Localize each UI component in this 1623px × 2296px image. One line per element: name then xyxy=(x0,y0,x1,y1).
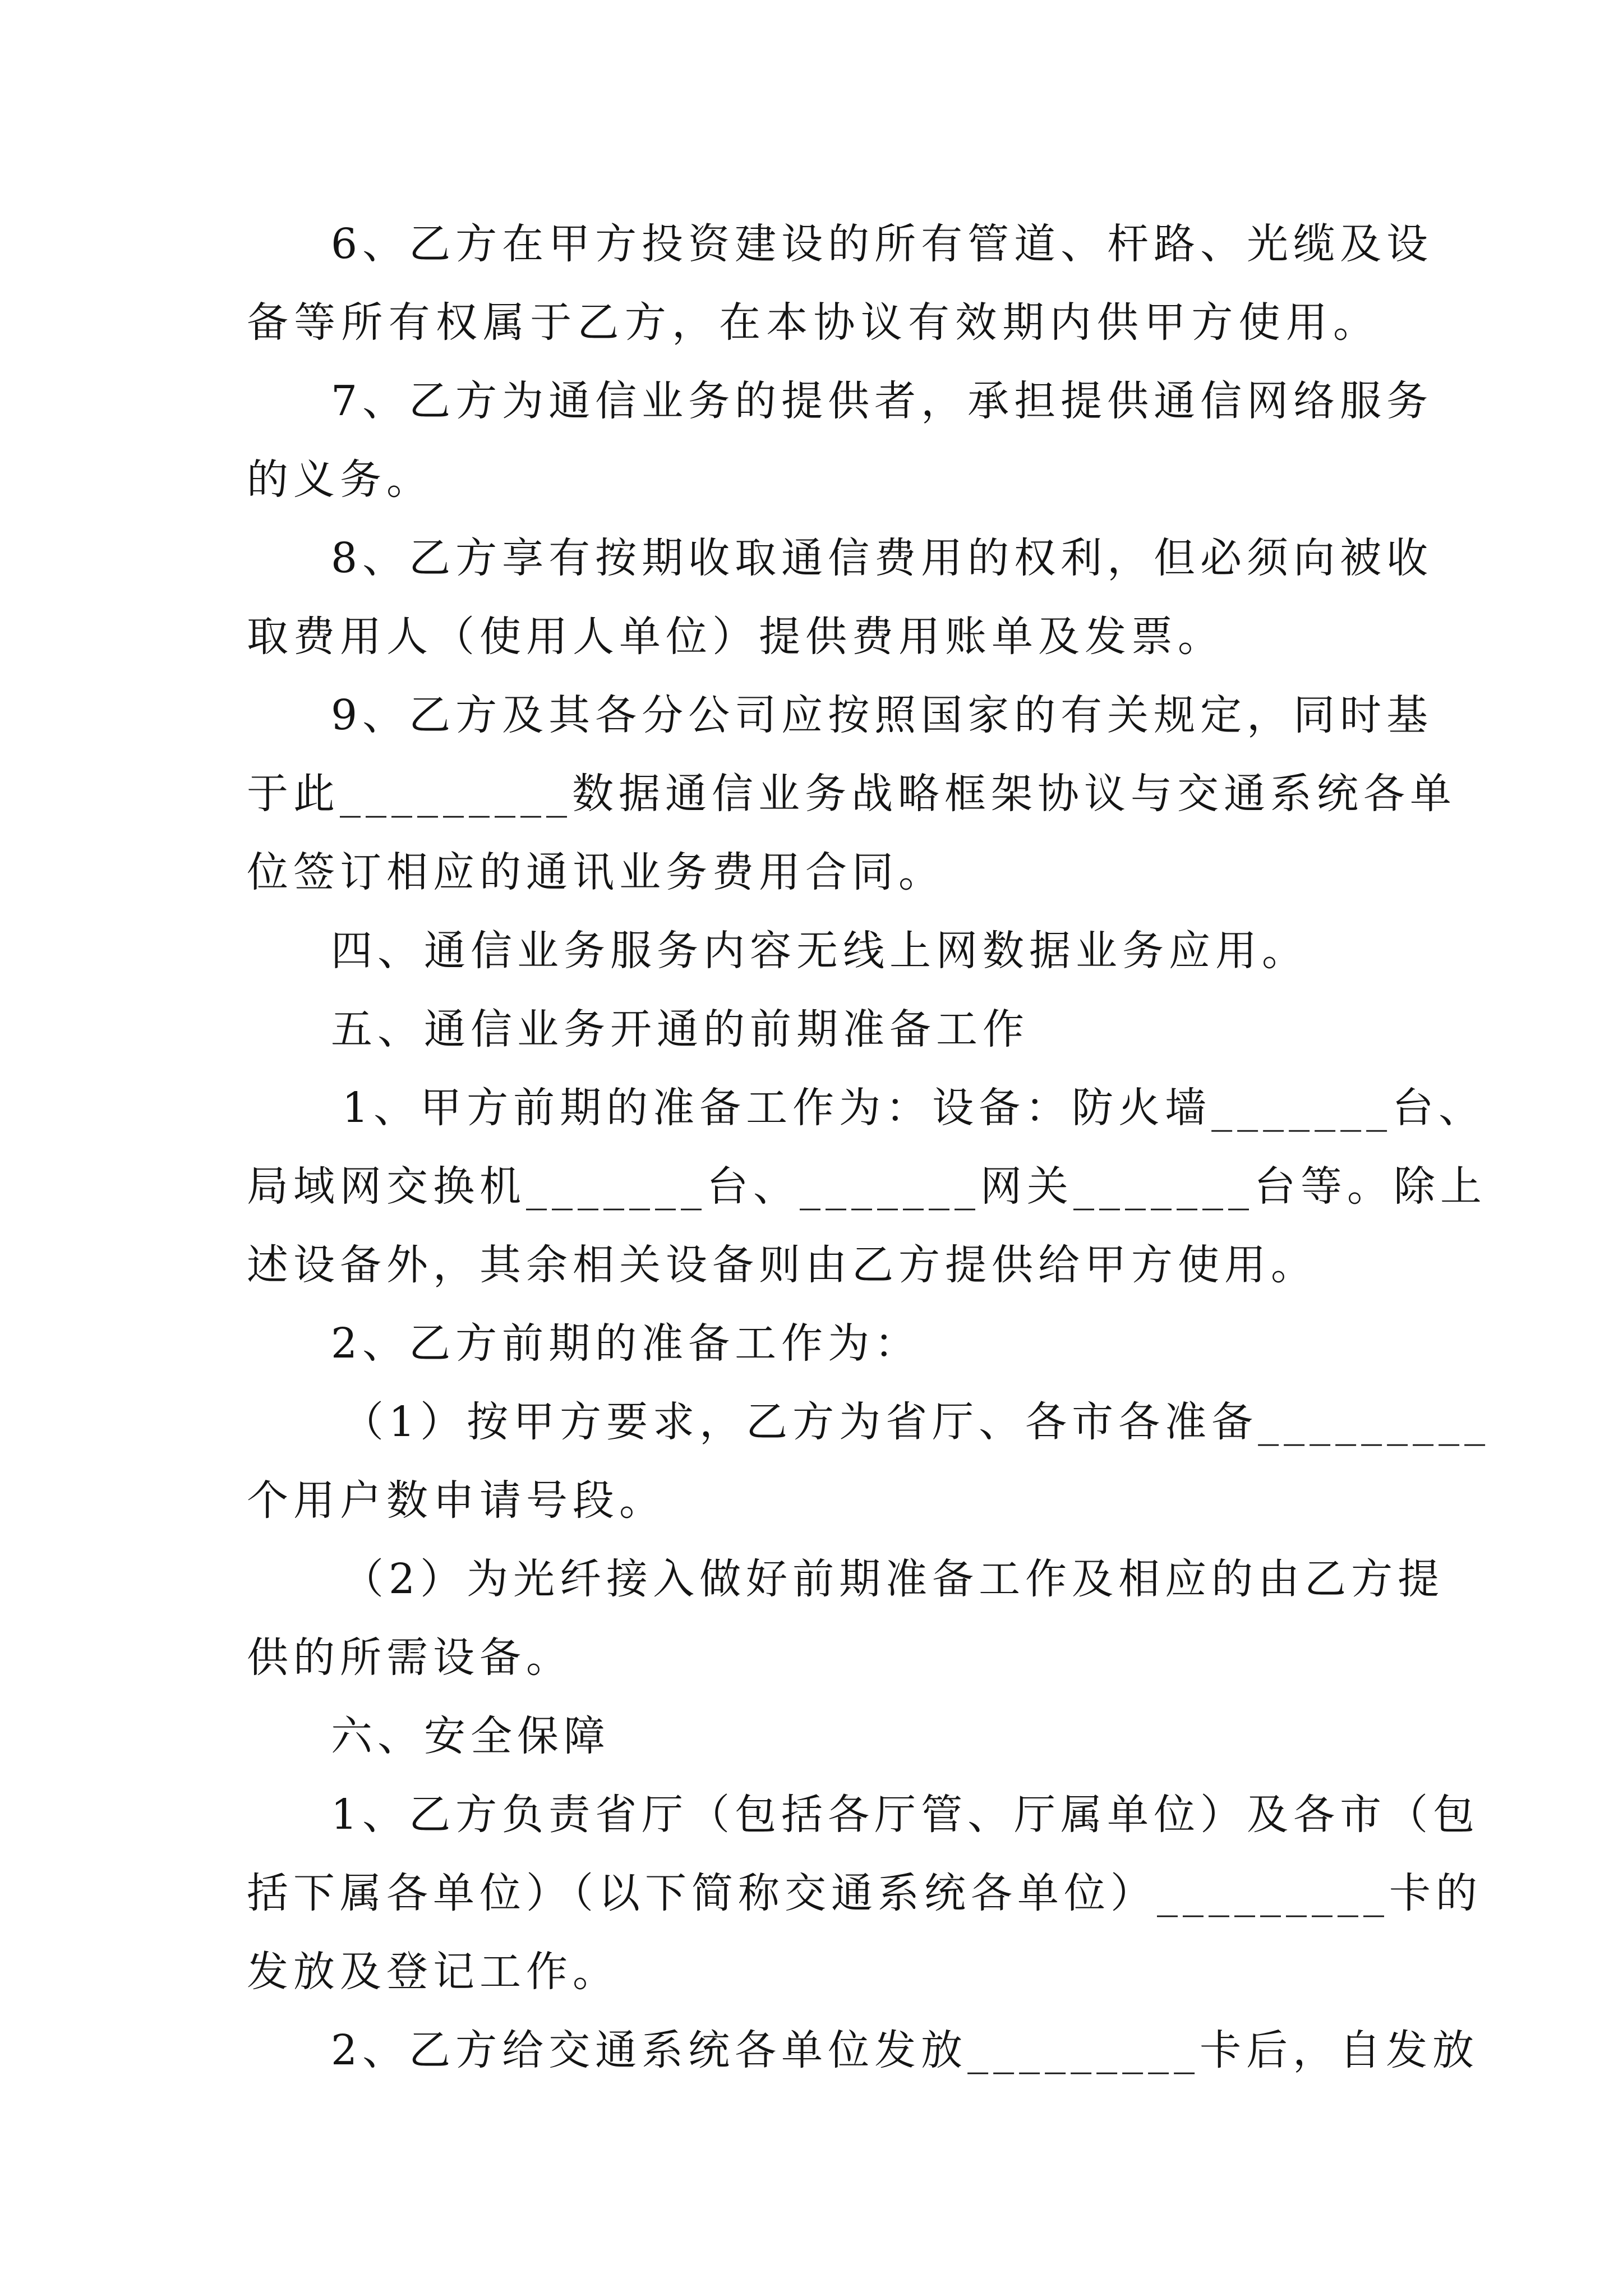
line-text: 供的所需设备。 xyxy=(247,1634,573,1682)
text-line xyxy=(247,1147,1487,1226)
text-line xyxy=(331,990,1380,1069)
line-text: （1）按甲方要求，乙方为省厅、各市各准备_________ xyxy=(342,1398,1491,1446)
text-line xyxy=(247,1854,1482,1932)
line-text: 7、乙方为通信业务的提供者，承担提供通信网络服务 xyxy=(331,377,1433,425)
text-line xyxy=(331,676,1433,754)
text-line xyxy=(342,1383,1491,1461)
line-text: 位签订相应的通讯业务费用合同。 xyxy=(247,848,945,896)
line-text: 2、乙方给交通系统各单位发放_________卡后，自发放 xyxy=(331,2026,1479,2074)
line-text: 个用户数申请号段。 xyxy=(247,1476,666,1525)
section-heading xyxy=(331,1697,1380,1775)
text-line xyxy=(331,519,1433,597)
text-line xyxy=(247,1461,1380,1540)
line-text: 发放及登记工作。 xyxy=(247,1948,619,1996)
line-text: 述设备外，其余相关设备则由乙方提供给甲方使用。 xyxy=(247,1241,1317,1289)
line-text: 六、安全保障 xyxy=(331,1712,610,1760)
text-line xyxy=(247,283,1380,362)
text-line xyxy=(331,912,1380,990)
line-text: （2）为光纤接入做好前期准备工作及相应的由乙方提 xyxy=(342,1555,1445,1603)
line-text: 的义务。 xyxy=(247,455,433,504)
line-text: 于此_________数据通信业务战略框架协议与交通系统各单 xyxy=(247,770,1456,818)
line-text: 五、通信业务开通的前期准备工作 xyxy=(331,1005,1029,1053)
line-text: 括下属各单位）（以下简称交通系统各单位）_________卡的 xyxy=(247,1869,1482,1917)
line-text: 1、乙方负责省厅（包括各厅管、厅属单位）及各市（包 xyxy=(331,1791,1480,1839)
text-line xyxy=(342,1540,1445,1618)
text-line xyxy=(331,205,1433,283)
text-line xyxy=(331,2011,1479,2090)
line-text: 6、乙方在甲方投资建设的所有管道、杆路、光缆及设 xyxy=(331,220,1433,268)
line-text: 8、乙方享有按期收取通信费用的权利，但必须向被收 xyxy=(331,534,1433,582)
text-line xyxy=(247,597,1380,676)
text-line xyxy=(331,1304,1380,1383)
text-line xyxy=(247,1932,1380,2011)
text-line xyxy=(331,362,1433,440)
line-text: 局域网交换机_______台、_______网关_______台等。除上 xyxy=(247,1162,1487,1211)
line-text: 1、甲方前期的准备工作为：设备：防火墙_______台、 xyxy=(342,1084,1486,1132)
line-text: 2、乙方前期的准备工作为： xyxy=(331,1319,921,1368)
text-line xyxy=(247,1618,1380,1697)
line-text: 9、乙方及其各分公司应按照国家的有关规定，同时基 xyxy=(331,691,1433,739)
text-line xyxy=(247,754,1456,833)
line-text: 四、通信业务服务内容无线上网数据业务应用。 xyxy=(331,927,1308,975)
text-line xyxy=(247,1226,1380,1304)
text-line xyxy=(247,440,1380,519)
line-text: 取费用人（使用人单位）提供费用账单及发票。 xyxy=(247,613,1224,661)
text-line xyxy=(331,1775,1480,1854)
line-text: 备等所有权属于乙方，在本协议有效期内供甲方使用。 xyxy=(247,298,1380,347)
text-line xyxy=(342,1069,1486,1147)
text-line xyxy=(247,833,1380,912)
